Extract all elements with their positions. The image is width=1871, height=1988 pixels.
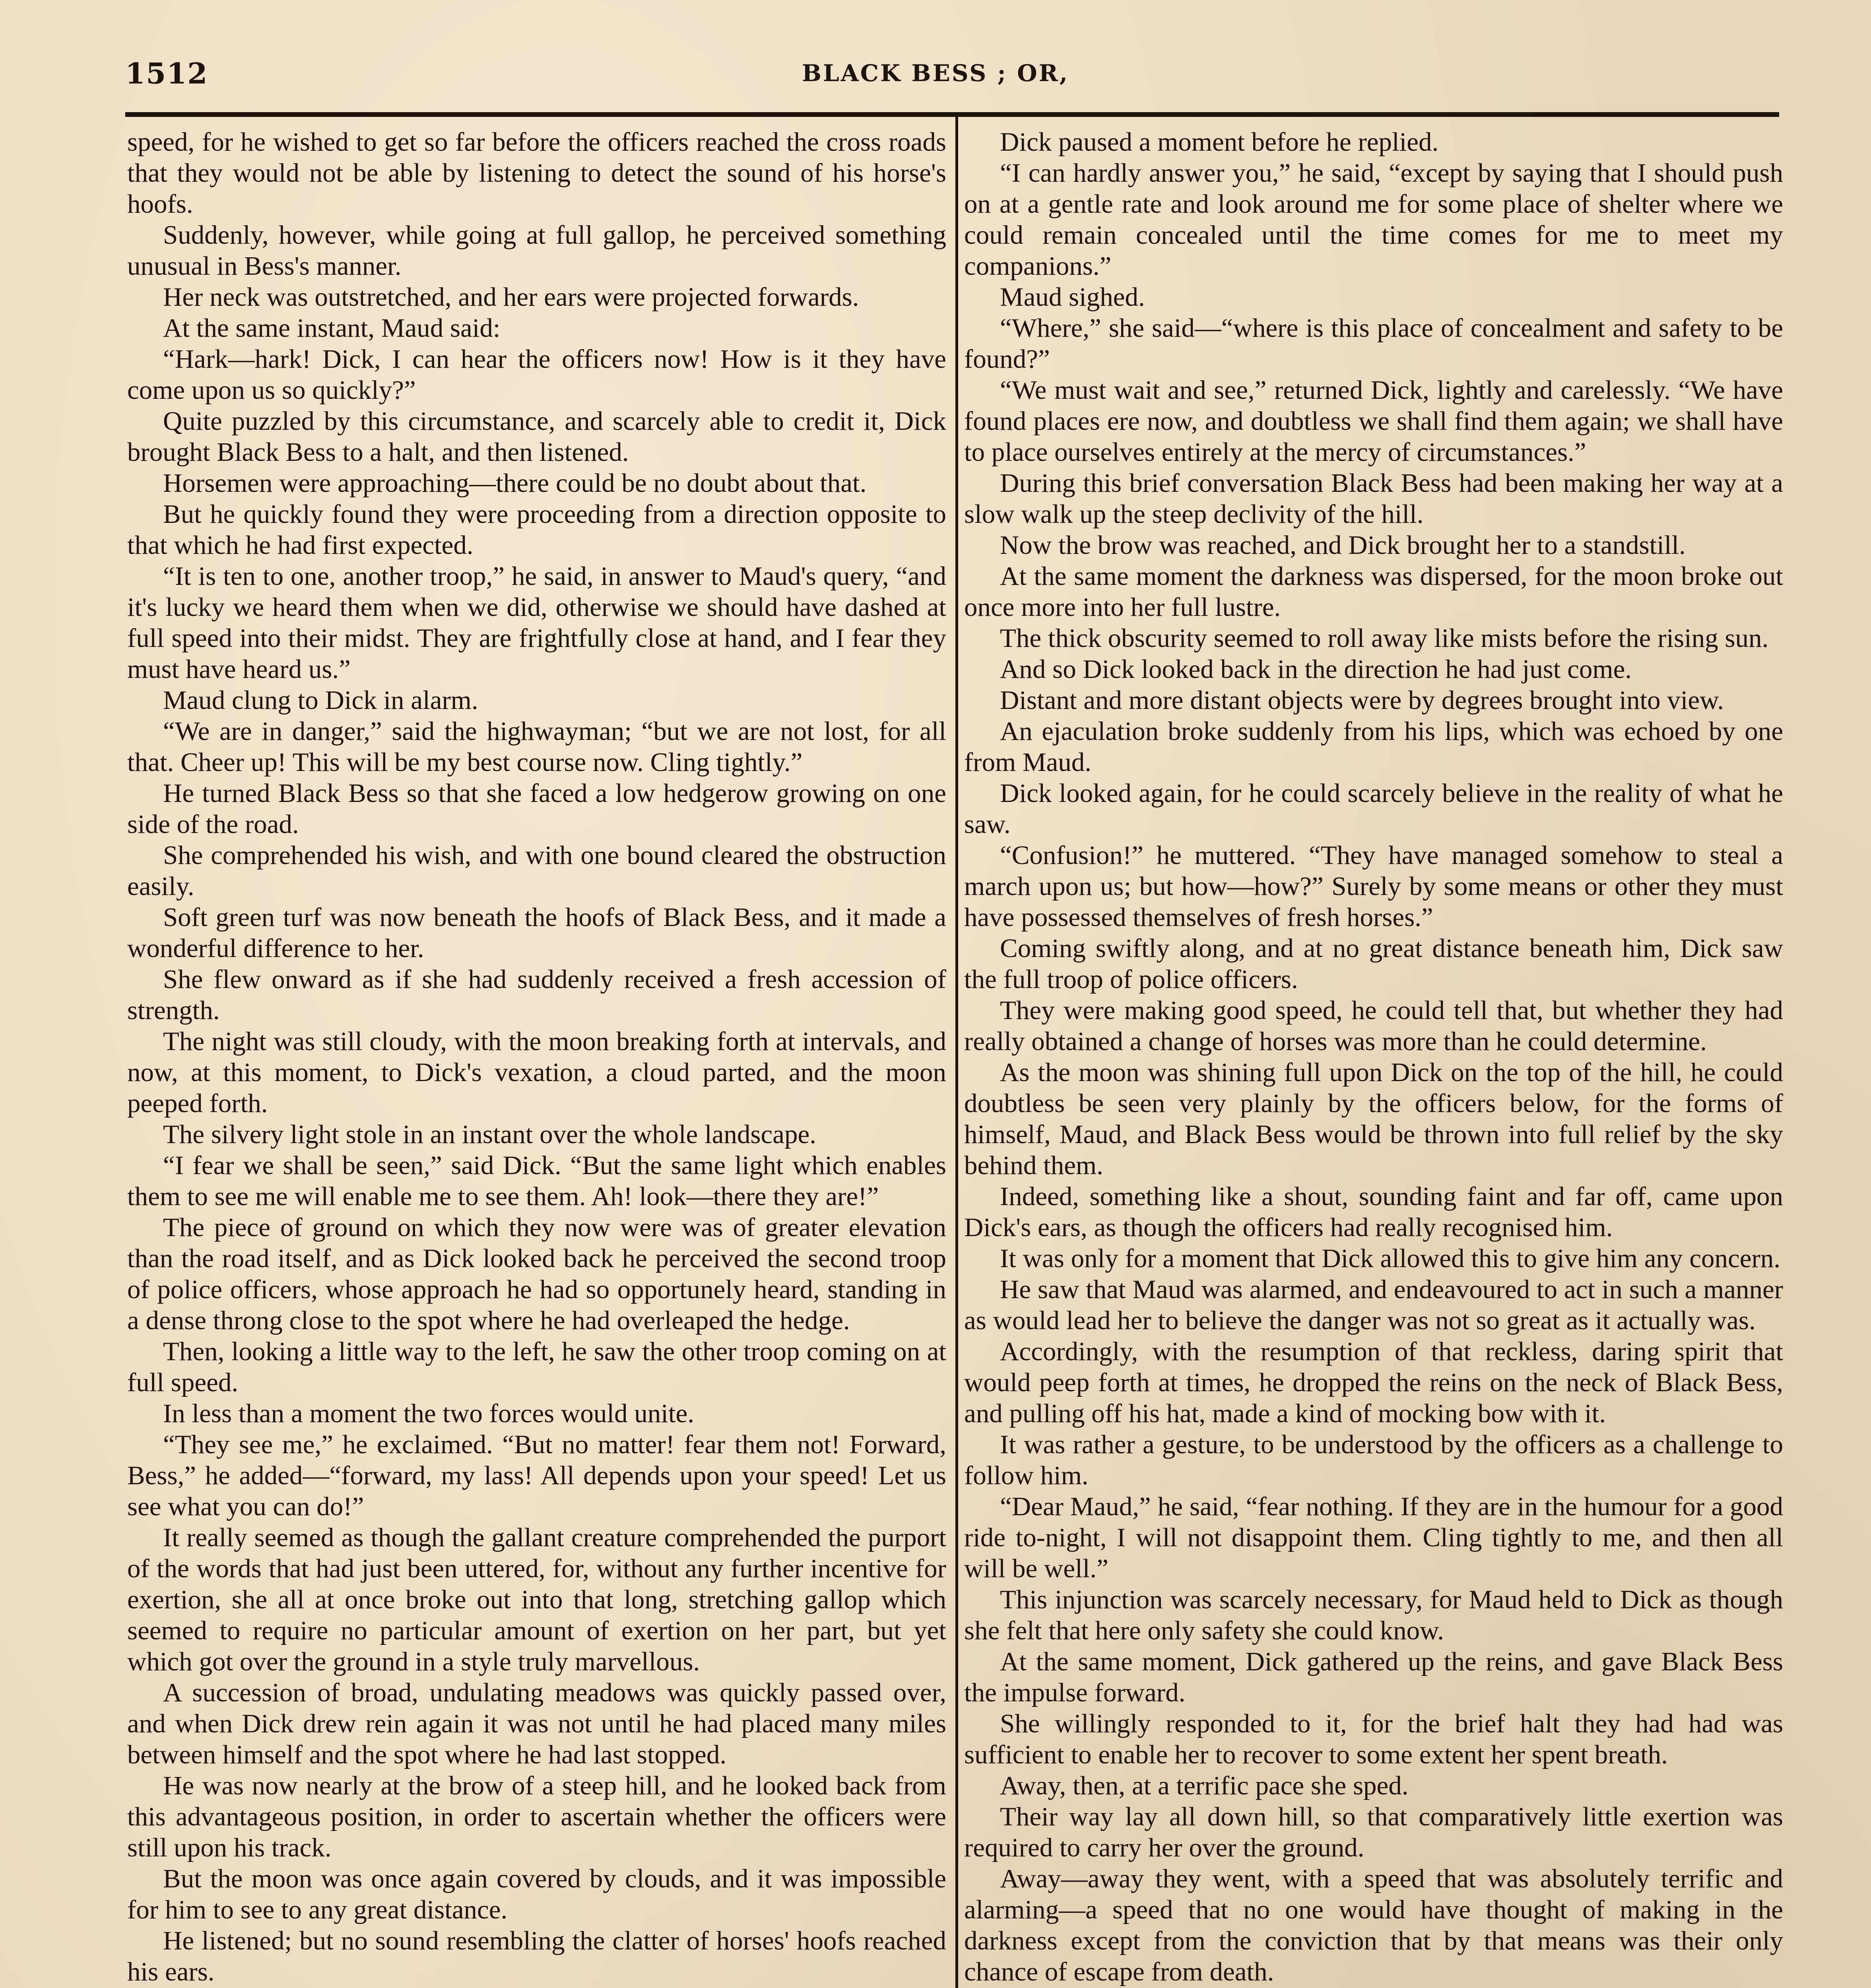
paragraph: Horsemen were approaching—there could be no doubt about that. [163, 468, 867, 498]
paragraph: Dick paused a moment before he replied. [1000, 127, 1439, 157]
paragraph: “Where,” she said—“where is this place of concealment and safety to be found?” [964, 313, 1783, 374]
paragraph: “Hark—hark! Dick, I can hear the officers now! How is it they have come upon us so quickly?” [127, 344, 946, 405]
column-divider [955, 115, 958, 1988]
right-column [964, 126, 1783, 1988]
paragraph: The thick obscurity seemed to roll away like mists before the rising sun. [1000, 623, 1769, 653]
paragraph: “They see me,” he exclaimed. “But no matter! fear them not! Forward, Bess,” he added—“forward, my lass! All depends upon your speed! Let us see what you can do!” [127, 1430, 946, 1521]
paragraph: Coming swiftly along, and at no great distance beneath him, Dick saw the full troop of police officers. [964, 934, 1783, 994]
paragraph: It was rather a gesture, to be understood by the officers as a challenge to follow him. [964, 1430, 1783, 1490]
paragraph: “I can hardly answer you,” he said, “except by saying that I should push on at a gentle rate and look around me for some place of shelter where we could remain concealed until the time comes for me to meet my companions.” [964, 158, 1783, 281]
paragraph: Their way lay all down hill, so that comparatively little exertion was required to carry her over the ground. [964, 1802, 1783, 1862]
paragraph: Her neck was outstretched, and her ears were projected forwards. [163, 282, 859, 312]
paragraph: He turned Black Bess so that she faced a low hedgerow growing on one side of the road. [127, 779, 946, 839]
paragraph: She willingly responded to it, for the brief halt they had had was sufficient to enable her to recover to some extent her spent breath. [964, 1709, 1783, 1769]
paragraph: “We must wait and see,” returned Dick, lightly and carelessly. “We have found places ere now, and doubtless we shall find them again; we shall have to place ourselves entirely at the mercy of circumstances.” [964, 375, 1783, 467]
paragraph: Then, looking a little way to the left, he saw the other troop coming on at full speed. [127, 1337, 946, 1397]
paragraph: They were making good speed, he could tell that, but whether they had really obtained a change of horses was more than he could determine. [964, 996, 1783, 1056]
paragraph: He listened; but no sound resembling the clatter of horses' hoofs reached his ears. [127, 1926, 946, 1986]
paragraph: “Confusion!” he muttered. “They have managed somehow to steal a march upon us; but how—how?” Surely by some means or other they must have possessed themselves of fresh horses.” [964, 841, 1783, 932]
paragraph: At the same moment, Dick gathered up the reins, and gave Black Bess the impulse forward. [964, 1647, 1783, 1707]
paragraph: Indeed, something like a shout, sounding faint and far off, came upon Dick's ears, as though the officers had really recognised him. [964, 1182, 1783, 1242]
paragraph: An ejaculation broke suddenly from his lips, which was echoed by one from Maud. [964, 716, 1783, 777]
paragraph: “It is ten to one, another troop,” he said, in answer to Maud's query, “and it's lucky we heard them when we did, otherwise we should have dashed at full speed into their midst. They are frightfully close at hand, and I fear they must have heard us.” [127, 561, 946, 684]
paragraph: Distant and more distant objects were by degrees brought into view. [1000, 685, 1724, 715]
paragraph: At the same moment the darkness was dispersed, for the moon broke out once more into her full lustre. [964, 561, 1783, 622]
paragraph: Maud clung to Dick in alarm. [163, 685, 478, 715]
running-title: BLACK BESS ; OR, [802, 60, 1069, 87]
paragraph: But he quickly found they were proceeding from a direction opposite to that which he had first expected. [127, 499, 946, 560]
paragraph: speed, for he wished to get so far before the officers reached the cross roads that they would not be able by listening to detect the sound of his horse's hoofs. [127, 127, 946, 219]
paragraph: A succession of broad, undulating meadows was quickly passed over, and when Dick drew rein again it was not until he had placed many miles between himself and the spot where he had last stopped. [127, 1678, 946, 1769]
paragraph: The night was still cloudy, with the moon breaking forth at intervals, and now, at this moment, to Dick's vexation, a cloud parted, and the moon peeped forth. [127, 1027, 946, 1118]
paragraph: But the moon was once again covered by clouds, and it was impossible for him to see to any great distance. [127, 1864, 946, 1924]
paragraph: It was only for a moment that Dick allowed this to give him any concern. [1000, 1244, 1780, 1273]
paragraph: As the moon was shining full upon Dick on the top of the hill, he could doubtless be seen very plainly by the officers below, for the forms of himself, Maud, and Black Bess would be thrown into full relief by the sky behind them. [964, 1058, 1783, 1180]
paragraph: “I fear we shall be seen,” said Dick. “But the same light which enables them to see me will enable me to see them. Ah! look—there they are!” [127, 1151, 946, 1211]
paragraph: It really seemed as though the gallant creature comprehended the purport of the words that had just been uttered, for, without any further incentive for exertion, she all at once broke out into that long, stretching gallop which seemed to require no particular amount of exertion on her part, but yet which got over the ground in a style truly marvellous. [127, 1523, 946, 1676]
header-rule [125, 112, 1779, 117]
paragraph: Dick looked again, for he could scarcely believe in the reality of what he saw. [964, 779, 1783, 839]
paragraph: This injunction was scarcely necessary, for Maud held to Dick as though she felt that here only safety she could know. [964, 1585, 1783, 1645]
paragraph: She comprehended his wish, and with one bound cleared the obstruction easily. [127, 841, 946, 901]
paragraph: Soft green turf was now beneath the hoofs of Black Bess, and it made a wonderful difference to her. [127, 903, 946, 963]
paragraph: Away—away they went, with a speed that was absolutely terrific and alarming—a speed that no one would have thought of making in the darkness except from the conviction that by that means was their only chance of escape from death. [964, 1864, 1783, 1986]
paragraph: Quite puzzled by this circumstance, and scarcely able to credit it, Dick brought Black Bess to a halt, and then listened. [127, 406, 946, 467]
page-number: 1512 [125, 56, 208, 90]
paragraph: He saw that Maud was alarmed, and endeavoured to act in such a manner as would lead her to believe the danger was not so great as it actually was. [964, 1275, 1783, 1335]
paragraph: The silvery light stole in an instant over the whole landscape. [163, 1120, 816, 1149]
paragraph: And so Dick looked back in the direction he had just come. [1000, 654, 1632, 684]
paragraph: During this brief conversation Black Bess had been making her way at a slow walk up the steep declivity of the hill. [964, 468, 1783, 529]
paragraph: Away, then, at a terrific pace she sped. [1000, 1771, 1409, 1800]
paragraph: “We are in danger,” said the highwayman; “but we are not lost, for all that. Cheer up! This will be my best course now. Cling tightly.” [127, 716, 946, 777]
paragraph: In less than a moment the two forces would unite. [163, 1399, 694, 1428]
paragraph: Now the brow was reached, and Dick brought her to a standstill. [1000, 530, 1686, 560]
paragraph: She flew onward as if she had suddenly received a fresh accession of strength. [127, 965, 946, 1025]
paragraph: Maud sighed. [1000, 282, 1145, 312]
paragraph: Suddenly, however, while going at full gallop, he perceived something unusual in Bess's manner. [127, 220, 946, 281]
paragraph: Accordingly, with the resumption of that reckless, daring spirit that would peep forth at times, he dropped the reins on the neck of Black Bess, and pulling off his hat, made a kind of mocking bow with it. [964, 1337, 1783, 1428]
left-column [127, 126, 946, 1988]
paragraph: The piece of ground on which they now were was of greater elevation than the road itself, and as Dick looked back he perceived the second troop of police officers, whose approach he had so opportunely heard, standing in a dense throng close to the spot where he had overleaped the hedge. [127, 1213, 946, 1335]
paragraph: “Dear Maud,” he said, “fear nothing. If they are in the humour for a good ride to-night, I will not disappoint them. Cling tightly to me, and then all will be well.” [964, 1492, 1783, 1583]
paragraph: He was now nearly at the brow of a steep hill, and he looked back from this advantageous position, in order to ascertain whether the officers were still upon his track. [127, 1771, 946, 1862]
paragraph: At the same instant, Maud said: [163, 313, 501, 343]
